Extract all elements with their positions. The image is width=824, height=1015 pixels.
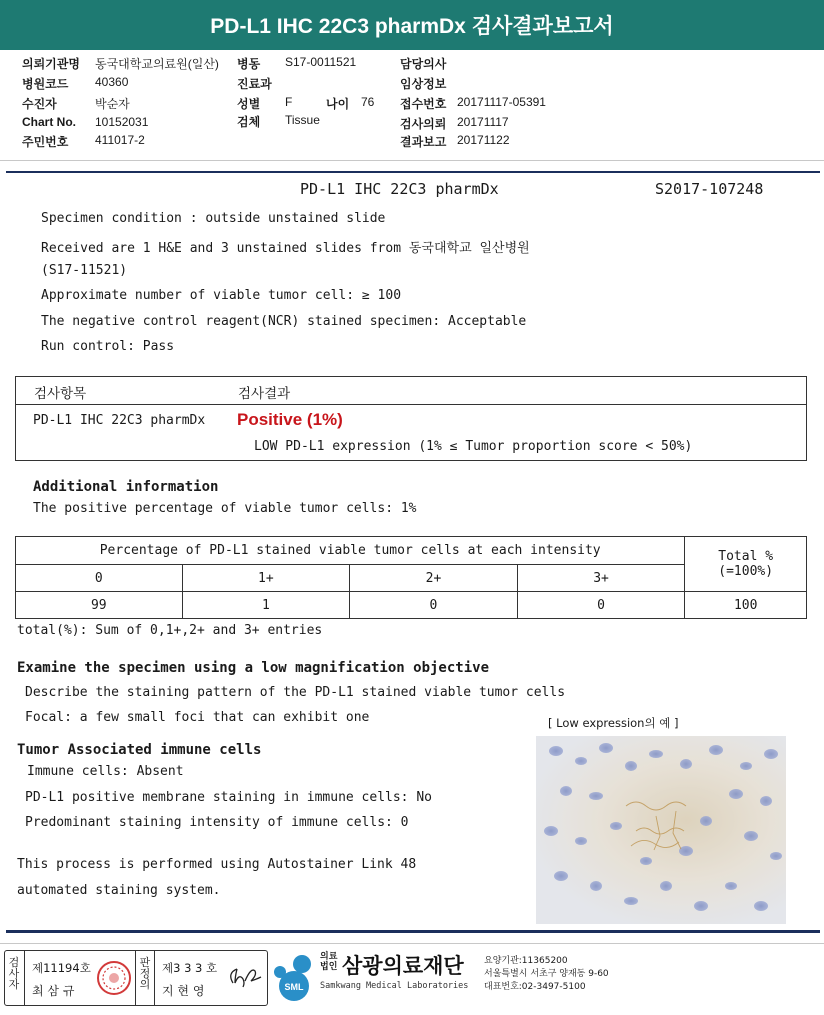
reviewer-label: 판정의 bbox=[139, 956, 151, 991]
info-label: 담당의사 bbox=[400, 57, 447, 71]
value-cell: 0 bbox=[517, 592, 685, 619]
specimen-line: Approximate number of viable tumor cell: ≥ 100 bbox=[41, 288, 402, 303]
total-header-line: Total % bbox=[718, 549, 774, 564]
lab-name: 삼광의료재단 bbox=[342, 954, 464, 978]
pct-header: Percentage of PD-L1 stained viable tumor cells at each intensity bbox=[16, 537, 685, 565]
info-label: 수진자 bbox=[22, 97, 57, 111]
divider bbox=[135, 951, 136, 1005]
test-name: PD-L1 IHC 22C3 pharmDx bbox=[300, 180, 499, 198]
divider bbox=[24, 951, 25, 1005]
info-label: 의뢰기관명 bbox=[22, 57, 80, 71]
additional-text: The positive percentage of viable tumor cells: 1% bbox=[33, 501, 417, 516]
additional-title: Additional information bbox=[33, 479, 219, 495]
lab-name-en: Samkwang Medical Laboratories bbox=[320, 981, 469, 991]
info-label: 주민번호 bbox=[22, 135, 69, 149]
result-table bbox=[15, 376, 807, 461]
info-value: S17-0011521 bbox=[285, 55, 357, 69]
intensity-cell: 3+ bbox=[517, 565, 685, 592]
intensity-cell: 1+ bbox=[182, 565, 350, 592]
info-value: 40360 bbox=[95, 75, 129, 89]
info-label: 성별 bbox=[237, 97, 261, 111]
lab-contact bbox=[484, 955, 609, 994]
immune-title: Tumor Associated immune cells bbox=[17, 742, 262, 758]
expression-text: LOW PD-L1 expression (1% ≤ Tumor proportion score < 50%) bbox=[254, 439, 693, 454]
report-title: PD-L1 IHC 22C3 pharmDx 검사결과보고서 bbox=[0, 0, 824, 50]
table-note: total(%): Sum of 0,1+,2+ and 3+ entries bbox=[17, 623, 323, 638]
signature-icon bbox=[225, 961, 263, 993]
col-result-header: 검사결과 bbox=[238, 386, 291, 402]
value-cell: 1 bbox=[182, 592, 350, 619]
lab-phone: 대표번호:02-3497-5100 bbox=[484, 982, 586, 992]
result-header bbox=[16, 377, 806, 405]
lab-address: 서울특별시 서초구 양재동 9-60 bbox=[484, 969, 609, 979]
lab-prefix-line: 법인 bbox=[320, 962, 338, 972]
specimen-line: Run control: Pass bbox=[41, 339, 175, 354]
lab-code: 요양기관:11365200 bbox=[484, 956, 568, 966]
info-label: 임상정보 bbox=[400, 77, 447, 91]
total-header-line: (=100%) bbox=[718, 564, 774, 579]
examine-line: Focal: a few small foci that can exhibit one bbox=[25, 710, 370, 725]
info-label: 병동 bbox=[237, 57, 261, 71]
divider bbox=[0, 943, 824, 944]
info-value: 76 bbox=[361, 95, 375, 109]
immune-line: Immune cells: Absent bbox=[27, 764, 184, 779]
info-label: Chart No. bbox=[22, 115, 76, 129]
examine-title: Examine the specimen using a low magnification objective bbox=[17, 660, 490, 676]
info-value: 20171117 bbox=[457, 115, 509, 129]
intensity-cell: 0 bbox=[16, 565, 183, 592]
info-label: 나이 bbox=[326, 97, 350, 111]
value-cell: 99 bbox=[16, 592, 183, 619]
ihc-micrograph bbox=[536, 736, 786, 924]
process-line: This process is performed using Autostainer Link 48 bbox=[17, 857, 417, 872]
percentage-table bbox=[15, 536, 807, 619]
tester-label: 검사자 bbox=[8, 956, 20, 991]
info-label: 검사의뢰 bbox=[400, 117, 447, 131]
total-cell: 100 bbox=[685, 592, 807, 619]
info-value: 20171117-05391 bbox=[457, 95, 546, 109]
total-header bbox=[685, 537, 807, 592]
info-value: 박순자 bbox=[95, 97, 130, 111]
case-number: S2017-107248 bbox=[655, 180, 764, 198]
tester-license: 제11194호 bbox=[32, 961, 91, 975]
sml-logo-icon bbox=[270, 952, 318, 1002]
info-value: F bbox=[285, 95, 293, 109]
tester-name: 최 삼 규 bbox=[32, 984, 75, 998]
micrograph-illustration bbox=[536, 736, 786, 924]
specimen-line: The negative control reagent(NCR) stained specimen: Acceptable bbox=[41, 314, 527, 329]
divider bbox=[6, 930, 820, 933]
info-value: 20171122 bbox=[457, 133, 510, 147]
specimen-line: Specimen condition : outside unstained slide bbox=[41, 211, 386, 226]
value-cell: 0 bbox=[350, 592, 518, 619]
reviewer-name: 지 현 영 bbox=[162, 984, 205, 998]
immune-line: Predominant staining intensity of immune cells: 0 bbox=[25, 815, 409, 830]
reviewer-license: 제3 3 3 호 bbox=[162, 961, 218, 975]
divider bbox=[154, 951, 155, 1005]
immune-line: PD-L1 positive membrane staining in immune cells: No bbox=[25, 790, 432, 805]
info-label: 병원코드 bbox=[22, 77, 69, 91]
info-label: 검체 bbox=[237, 115, 261, 129]
info-value: 10152031 bbox=[95, 115, 149, 129]
logo-text: SML bbox=[284, 982, 304, 992]
image-caption: [ Low expression의 예 ] bbox=[548, 716, 679, 730]
result-value: Positive (1%) bbox=[237, 410, 343, 429]
divider bbox=[6, 171, 820, 173]
specimen-line: Received are 1 H&E and 3 unstained slides from 동국대학교 일산병원 bbox=[41, 241, 530, 256]
info-value: Tissue bbox=[285, 113, 320, 127]
info-value: 동국대학교의료원(일산) bbox=[95, 57, 219, 71]
examine-line: Describe the staining pattern of the PD-L1 stained viable tumor cells bbox=[25, 685, 566, 700]
intensity-cell: 2+ bbox=[350, 565, 518, 592]
process-line: automated staining system. bbox=[17, 883, 221, 898]
signature-box bbox=[4, 950, 268, 1006]
specimen-line: (S17-11521) bbox=[41, 263, 128, 278]
info-value: 411017-2 bbox=[95, 133, 145, 147]
info-label: 결과보고 bbox=[400, 135, 447, 149]
info-label: 진료과 bbox=[237, 77, 272, 91]
seal-stamp-icon bbox=[96, 960, 132, 996]
col-item-header: 검사항목 bbox=[34, 386, 87, 402]
info-label: 접수번호 bbox=[400, 97, 447, 111]
result-item: PD-L1 IHC 22C3 pharmDx bbox=[33, 413, 206, 428]
divider bbox=[0, 160, 824, 161]
lab-prefix-line: 의료 bbox=[320, 952, 338, 962]
lab-prefix bbox=[320, 952, 337, 972]
